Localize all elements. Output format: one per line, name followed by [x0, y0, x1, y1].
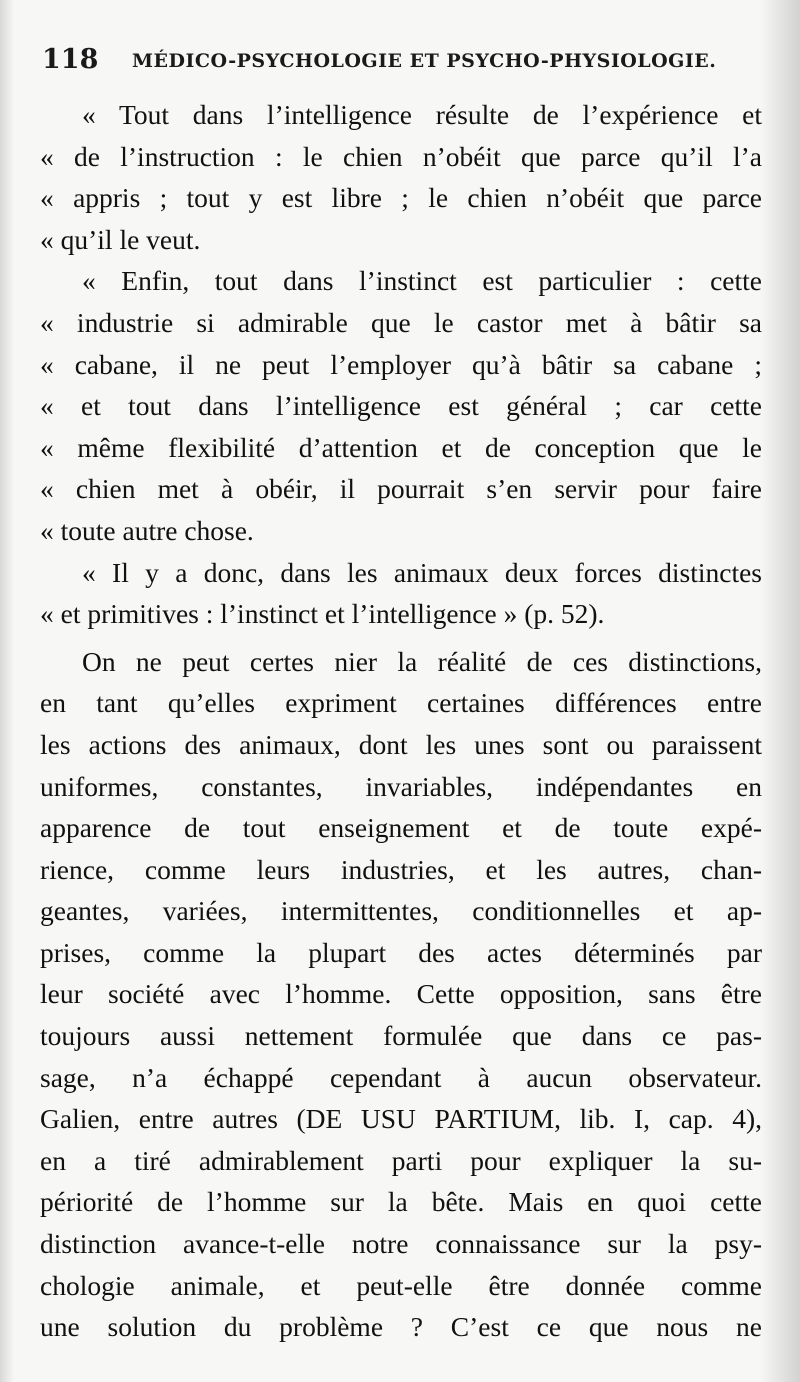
text-line: chologie animale, et peut-elle être donnée comme: [40, 1269, 762, 1301]
text-line: « chien met à obéir, il pourrait s’en servir pour faire: [40, 473, 762, 505]
text-line: une solution du problème ? C’est ce que nous ne: [40, 1311, 762, 1343]
text-line: sage, n’a échappé cependant à aucun observateur.: [40, 1061, 762, 1093]
text-line: périorité de l’homme sur la bête. Mais en quoi cette: [40, 1186, 762, 1218]
text-line: uniformes, constantes, invariables, indépendantes en: [40, 770, 762, 802]
text-line: « Enfin, tout dans l’instinct est particulier : cette: [82, 265, 762, 297]
running-head: MÉDICO-PSYCHOLOGIE ET PSYCHO-PHYSIOLOGIE.: [132, 50, 717, 72]
text-line: en tant qu’elles expriment certaines différences entre: [40, 687, 762, 719]
text-line: en a tiré admirablement parti pour expliquer la su-: [40, 1144, 762, 1176]
page-header: [42, 42, 762, 78]
text-line: « Il y a donc, dans les animaux deux forces distinctes: [82, 556, 762, 588]
text-line: Galien, entre autres (DE USU PARTIUM, lib. I, cap. 4),: [40, 1103, 762, 1135]
text-line: prises, comme la plupart des actes déterminés par: [40, 936, 762, 968]
text-line: geantes, variées, intermittentes, conditionnelles et ap-: [40, 895, 762, 927]
text-line: apparence de tout enseignement et de toute expé-: [40, 812, 762, 844]
text-line: « qu’il le veut.: [40, 223, 201, 255]
text-line: « Tout dans l’intelligence résulte de l’expérience et: [82, 99, 762, 130]
text-line: « cabane, il ne peut l’employer qu’à bâtir sa cabane ;: [40, 348, 762, 380]
text-line: distinction avance-t-elle notre connaissance sur la psy-: [40, 1228, 762, 1260]
body-text: [40, 94, 762, 1348]
text-line: « industrie si admirable que le castor met à bâtir sa: [40, 306, 762, 338]
page-edge-shadow-right: [760, 0, 800, 1382]
text-line: les actions des animaux, dont les unes sont ou paraissent: [40, 728, 762, 760]
text-line: On ne peut certes nier la réalité de ces distinctions,: [82, 645, 762, 677]
text-line: « toute autre chose.: [40, 514, 254, 546]
text-line: « et tout dans l’intelligence est général ; car cette: [40, 390, 762, 422]
text-line: rience, comme leurs industries, et les autres, chan-: [40, 853, 762, 885]
text-line: « même flexibilité d’attention et de conception que le: [40, 431, 762, 463]
text-line: « appris ; tout y est libre ; le chien n’obéit que parce: [40, 182, 762, 214]
text-line: « de l’instruction : le chien n’obéit que parce qu’il l’a: [40, 140, 762, 172]
page-edge-shadow-left: [0, 0, 14, 1382]
text-line: toujours aussi nettement formulée que dans ce pas-: [40, 1020, 762, 1052]
text-line: « et primitives : l’instinct et l’intelligence » (p. 52).: [40, 598, 605, 630]
text-line: leur société avec l’homme. Cette opposition, sans être: [40, 978, 762, 1010]
page-number: 118: [42, 44, 99, 75]
